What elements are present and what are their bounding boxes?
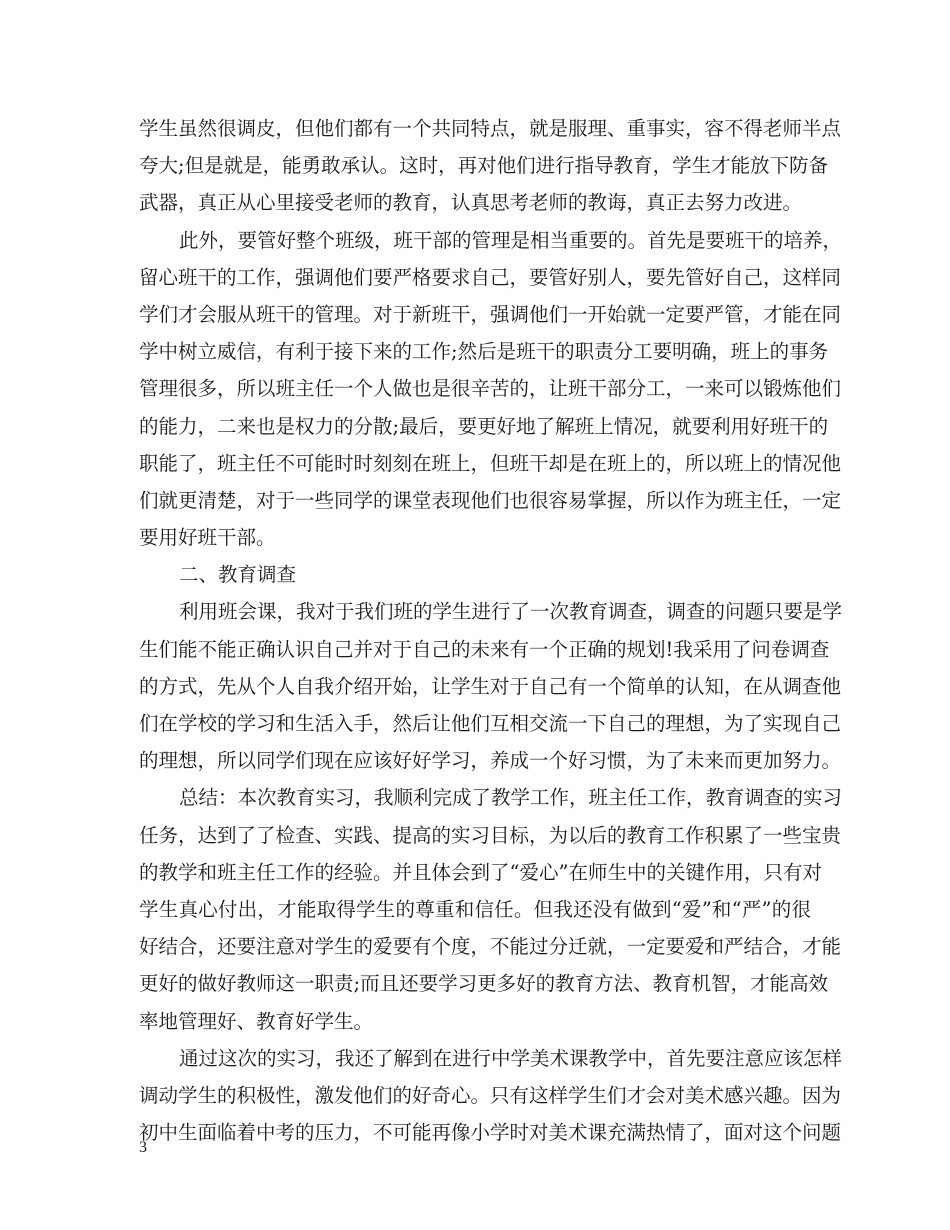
section-heading: 二、教育调查 bbox=[179, 563, 297, 587]
paragraph-line: 总结：本次教育实习，我顺利完成了教学工作，班主任工作，教育调查的实习 bbox=[179, 786, 843, 810]
paragraph-line: 更好的做好教师这一职责;而且还要学习更多好的教育方法、教育机智，才能高效 bbox=[139, 972, 829, 996]
paragraph-line: 生们能不能正确认识自己并对于自己的未来有一个正确的规划!我采用了问卷调查 bbox=[139, 637, 830, 661]
paragraph-line: 们就更清楚，对于一些同学的课堂表现他们也很容易掌握，所以作为班主任，一定 bbox=[139, 488, 842, 512]
paragraph-line: 的理想，所以同学们现在应该好好学习，养成一个好习惯，为了未来而更加努力。 bbox=[139, 749, 842, 773]
paragraph-line: 利用班会课，我对于我们班的学生进行了一次教育调查，调查的问题只要是学 bbox=[179, 600, 843, 624]
paragraph-line: 率地管理好、教育好学生。 bbox=[139, 1009, 374, 1033]
document-body bbox=[139, 110, 843, 1151]
paragraph-line: 学生虽然很调皮，但他们都有一个共同特点，就是服理、重事实，容不得老师半点 bbox=[139, 117, 842, 140]
paragraph-line: 的能力，二来也是权力的分散;最后，要更好地了解班上情况，就要利用好班干的 bbox=[139, 414, 829, 438]
paragraph-line: 任务，达到了了检查、实践、提高的实习目标，为以后的教育工作积累了一些宝贵 bbox=[139, 823, 842, 847]
paragraph-line: 初中生面临着中考的压力，不可能再像小学时对美术课充满热情了，面对这个问题 bbox=[139, 1121, 842, 1145]
paragraph-line: 要用好班干部。 bbox=[139, 526, 276, 550]
paragraph-line: 的方式，先从个人自我介绍开始，让学生对于自己有一个简单的认知，在从调查他 bbox=[139, 674, 842, 698]
paragraph-line: 职能了，班主任不可能时时刻刻在班上，但班干却是在班上的，所以班上的情况他 bbox=[139, 451, 842, 475]
page-number: 3 bbox=[139, 1139, 147, 1156]
paragraph-line: 学生真心付出，才能取得学生的尊重和信任。但我还没有做到“爱”和“严”的很 bbox=[139, 897, 811, 921]
paragraph-line: 学们才会服从班干的管理。对于新班干，强调他们一开始就一定要严管，才能在同 bbox=[139, 302, 842, 326]
paragraph-line: 调动学生的积极性，激发他们的好奇心。只有这样学生们才会对美术感兴趣。因为 bbox=[139, 1083, 842, 1107]
paragraph-line: 管理很多，所以班主任一个人做也是很辛苦的，让班干部分工，一来可以锻炼他们 bbox=[139, 377, 842, 401]
paragraph-line: 学中树立威信，有利于接下来的工作;然后是班干的职责分工要明确，班上的事务 bbox=[139, 340, 829, 364]
paragraph-line: 武器，真正从心里接受老师的教育，认真思考老师的教诲，真正去努力改进。 bbox=[139, 191, 803, 215]
paragraph-line: 此外，要管好整个班级，班干部的管理是相当重要的。首先是要班干的培养， bbox=[179, 228, 843, 252]
paragraph-line: 夸大;但是就是，能勇敢承认。这时，再对他们进行指导教育，学生才能放下防备 bbox=[139, 154, 829, 178]
paragraph-line: 好结合，还要注意对学生的爱要有个度，不能过分迁就，一定要爱和严结合，才能 bbox=[139, 935, 842, 959]
paragraph-line: 留心班干的工作，强调他们要严格要求自己，要管好别人，要先管好自己，这样同 bbox=[139, 265, 842, 289]
paragraph-line: 们在学校的学习和生活入手，然后让他们互相交流一下自己的理想，为了实现自己 bbox=[139, 712, 842, 735]
paragraph-line: 通过这次的实习，我还了解到在进行中学美术课教学中，首先要注意应该怎样 bbox=[179, 1046, 843, 1070]
paragraph-line: 的教学和班主任工作的经验。并且体会到了“爱心”在师生中的关键作用，只有对 bbox=[139, 860, 822, 884]
